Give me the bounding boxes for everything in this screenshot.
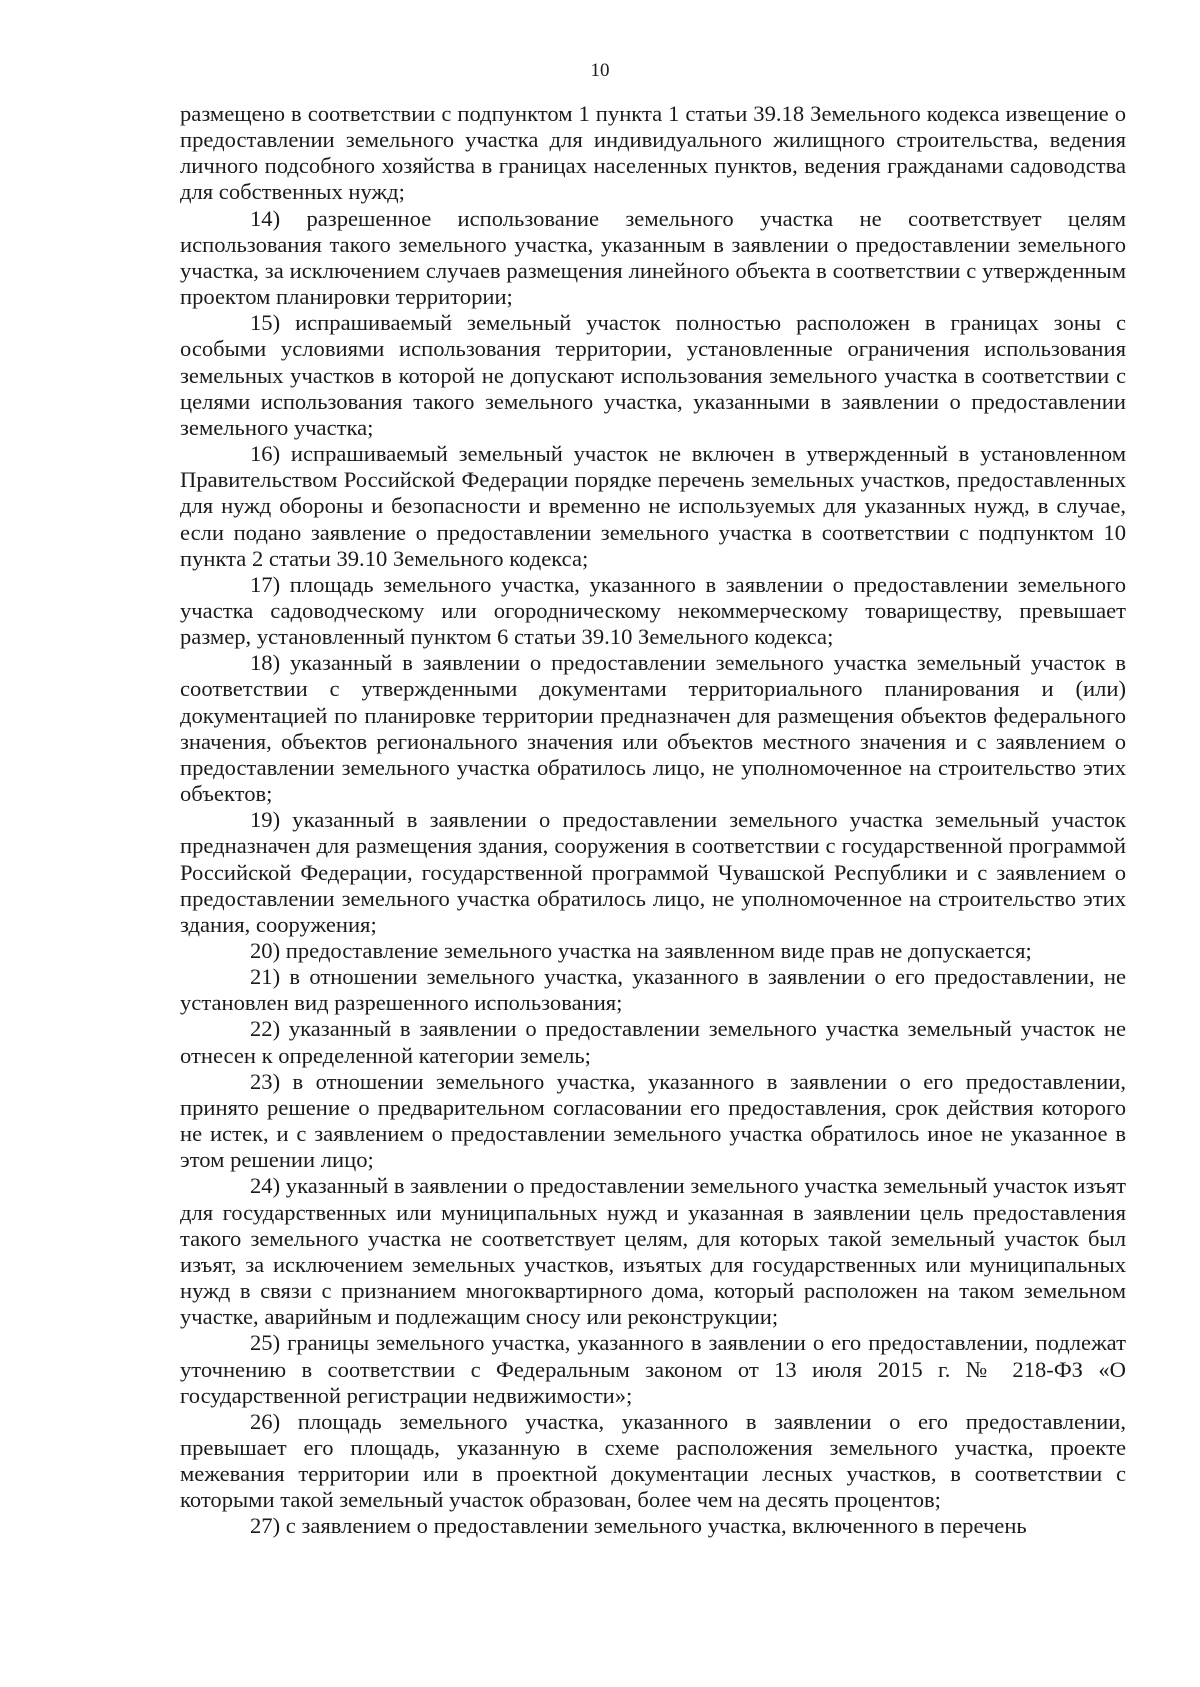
paragraph-item-15: 15) испрашиваемый земельный участок полностью расположен в границах зоны с особыми условиями использования территории, установленные ограничения использования земельных участков в которой не допускают использования земельного участка в соответствии с целями использования такого земельного участка, указанными в заявлении о предоставлении земельного участка;: [180, 310, 1126, 440]
paragraph-item-14: 14) разрешенное использование земельного участка не соответствует целям использования такого земельного участка, указанным в заявлении о предоставлении земельного участка, за исключением случаев размещения линейного объекта в соответствии с утвержденным проектом планировки территории;: [180, 205, 1126, 310]
paragraph-item-27: 27) с заявлением о предоставлении земельного участка, включенного в перечень: [250, 1513, 1027, 1539]
paragraph-item-26: 26) площадь земельного участка, указанного в заявлении о его предоставлении, превышает его площадь, указанную в схеме расположения земельного участка, проекте межевания территории или в проектной документации лесных участков, в соответствии с которыми такой земельный участок образован, более чем на десять процентов;: [180, 1408, 1126, 1513]
paragraph-item-22: 22) указанный в заявлении о предоставлении земельного участка земельный участок не отнесен к определенной категории земель;: [180, 1016, 1126, 1068]
paragraph-continuation: размещено в соответствии с подпунктом 1 пункта 1 статьи 39.18 Земельного кодекса извещение о предоставлении земельного участка для индивидуального жилищного строительства, ведения личного подсобного хозяйства в границах населенных пунктов, ведения гражданами садоводства для собственных нужд;: [180, 101, 1126, 205]
paragraph-item-17: 17) площадь земельного участка, указанного в заявлении о предоставлении земельного участка садоводческому или огородническому некоммерческому товариществу, превышает размер, установленный пунктом 6 статьи 39.10 Земельного кодекса;: [180, 571, 1126, 650]
paragraph-item-20: 20) предоставление земельного участка на заявленном виде прав не допускается;: [250, 938, 1032, 963]
paragraph-item-23: 23) в отношении земельного участка, указанного в заявлении о его предоставлении, принято решение о предварительном согласовании его предоставления, срок действия которого не истек, и с заявлением о предоставлении земельного участка обратилось иное не указанное в этом решении лицо;: [180, 1068, 1126, 1173]
paragraph-item-24: 24) указанный в заявлении о предоставлении земельного участка земельный участок изъят для государственных или муниципальных нужд и указанная в заявлении цель предоставления такого земельного участка не соответствует целям, для которых такой земельный участок был изъят, за исключением земельных участков, изъятых для государственных или муниципальных нужд в связи с признанием многоквартирного дома, который расположен на таком земельном участке, аварийным и подлежащим сносу или реконструкции;: [180, 1173, 1126, 1330]
document-body: [180, 101, 1126, 1540]
paragraph-item-21: 21) в отношении земельного участка, указанного в заявлении о его предоставлении, не установлен вид разрешенного использования;: [180, 964, 1126, 1016]
paragraph-item-16: 16) испрашиваемый земельный участок не включен в утвержденный в установленном Правительством Российской Федерации порядке перечень земельных участков, предоставленных для нужд обороны и безопасности и временно не используемых для указанных нужд, в случае, если подано заявление о предоставлении земельного участка в соответствии с подпунктом 10 пункта 2 статьи 39.10 Земельного кодекса;: [180, 441, 1126, 571]
paragraph-item-25: 25) границы земельного участка, указанного в заявлении о его предоставлении, подлежат уточнению в соответствии с Федеральным законом от 13 июля 2015 г. № 218-ФЗ «О государственной регистрации недвижимости»;: [180, 1330, 1126, 1408]
page-number: 10: [590, 60, 610, 81]
paragraph-item-19: 19) указанный в заявлении о предоставлении земельного участка земельный участок предназначен для размещения здания, сооружения в соответствии с государственной программой Российской Федерации, государственной программой Чувашской Республики и с заявлением о предоставлении земельного участка обратилось лицо, не уполномоченное на строительство этих здания, сооружения;: [180, 807, 1126, 937]
paragraph-item-18: 18) указанный в заявлении о предоставлении земельного участка земельный участок в соответствии с утвержденными документами территориального планирования и (или) документацией по планировке территории предназначен для размещения объектов федерального значения, объектов регионального значения или объектов местного значения и с заявлением о предоставлении земельного участка обратилось лицо, не уполномоченное на строительство этих объектов;: [180, 650, 1126, 807]
